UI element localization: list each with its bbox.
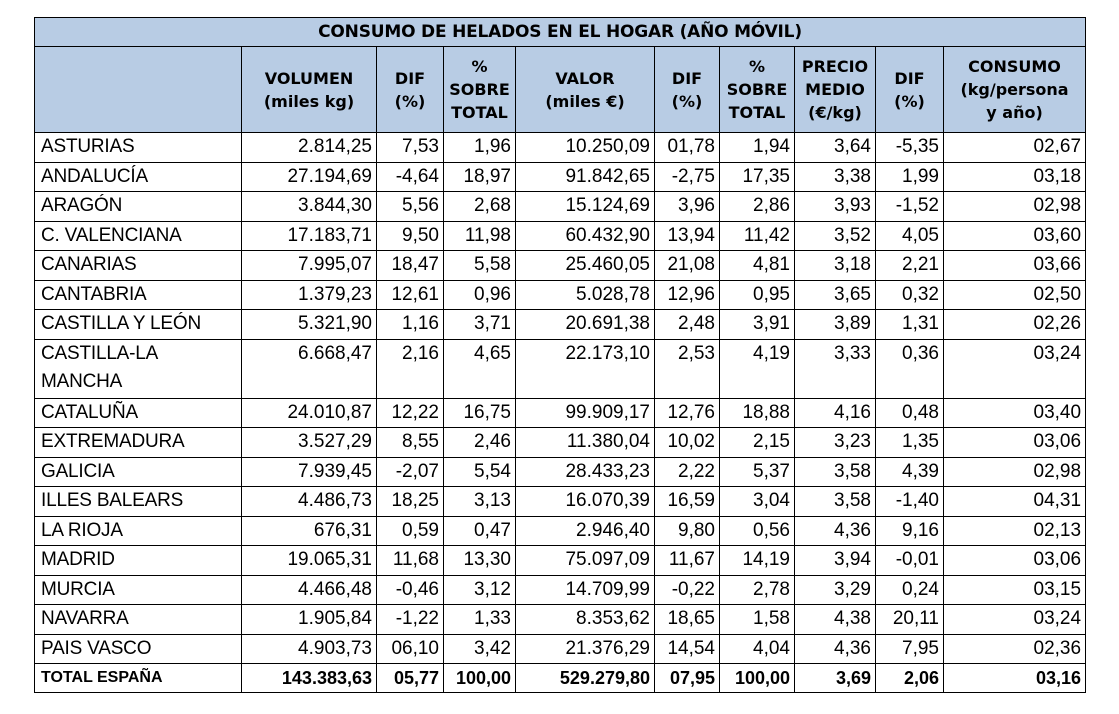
dif-precio-header: DIF (%) — [876, 47, 944, 133]
valor-cell: 75.097,09 — [516, 546, 655, 576]
table-row — [35, 221, 1086, 251]
precio-medio-cell: 3,52 — [795, 221, 876, 251]
consumo-cell: 03,40 — [944, 398, 1086, 428]
pct-valor-cell: 4,04 — [720, 634, 795, 664]
dif-volumen-cell: -1,22 — [377, 605, 444, 635]
consumo-cell: 02,67 — [944, 133, 1086, 163]
valor-cell: 99.909,17 — [516, 398, 655, 428]
region-cell: CANTABRIA — [35, 280, 242, 310]
table-row — [35, 280, 1086, 310]
dif-volumen-cell: 11,68 — [377, 546, 444, 576]
table-row — [35, 487, 1086, 517]
volumen-cell: 3.527,29 — [242, 428, 377, 458]
dif-valor-cell: -0,22 — [655, 575, 720, 605]
dif-precio-cell: 7,95 — [876, 634, 944, 664]
precio-medio-cell: 4,36 — [795, 516, 876, 546]
volumen-cell: 6.668,47 — [242, 339, 377, 398]
dif-valor-cell: 10,02 — [655, 428, 720, 458]
volumen-cell: 5.321,90 — [242, 310, 377, 340]
volumen-cell: 2.814,25 — [242, 133, 377, 163]
pct-volumen-cell: 16,75 — [444, 398, 516, 428]
table-row — [35, 339, 1086, 398]
precio-medio-cell: 3,29 — [795, 575, 876, 605]
total-consumo-cell: 03,16 — [944, 664, 1086, 693]
precio-medio-cell: 4,16 — [795, 398, 876, 428]
dif-precio-cell: 2,21 — [876, 251, 944, 281]
dif-volumen-cell: 18,25 — [377, 487, 444, 517]
consumo-cell: 03,18 — [944, 162, 1086, 192]
dif-valor-cell: 12,96 — [655, 280, 720, 310]
region-cell: CANARIAS — [35, 251, 242, 281]
dif-volumen-cell: -2,07 — [377, 457, 444, 487]
table-row — [35, 634, 1086, 664]
dif-volumen-cell: 18,47 — [377, 251, 444, 281]
total-valor-cell: 529.279,80 — [516, 664, 655, 693]
pct-volumen-cell: 3,71 — [444, 310, 516, 340]
consumo-cell: 03,24 — [944, 605, 1086, 635]
pct-volumen-cell: 5,54 — [444, 457, 516, 487]
dif-volumen-cell: 12,61 — [377, 280, 444, 310]
dif-volumen-cell: 5,56 — [377, 192, 444, 222]
volumen-cell: 7.995,07 — [242, 251, 377, 281]
precio-medio-cell: 4,38 — [795, 605, 876, 635]
region-cell: ARAGÓN — [35, 192, 242, 222]
region-cell: NAVARRA — [35, 605, 242, 635]
pct-valor-cell: 11,42 — [720, 221, 795, 251]
pct-volumen-cell: 0,96 — [444, 280, 516, 310]
volumen-cell: 1.379,23 — [242, 280, 377, 310]
consumo-cell: 02,98 — [944, 192, 1086, 222]
dif-precio-cell: 0,24 — [876, 575, 944, 605]
dif-volumen-cell: 8,55 — [377, 428, 444, 458]
consumo-cell: 02,26 — [944, 310, 1086, 340]
dif-precio-cell: -0,01 — [876, 546, 944, 576]
precio-medio-cell: 3,18 — [795, 251, 876, 281]
pct-volumen-cell: 5,58 — [444, 251, 516, 281]
pct-volumen-cell: 3,42 — [444, 634, 516, 664]
pct-volumen-cell: 1,33 — [444, 605, 516, 635]
dif-valor-cell: 21,08 — [655, 251, 720, 281]
pct-volumen-cell: 18,97 — [444, 162, 516, 192]
region-cell: MURCIA — [35, 575, 242, 605]
valor-cell: 8.353,62 — [516, 605, 655, 635]
pct-valor-cell: 3,91 — [720, 310, 795, 340]
region-cell: CATALUÑA — [35, 398, 242, 428]
consumo-cell: 03,06 — [944, 546, 1086, 576]
region-cell: LA RIOJA — [35, 516, 242, 546]
pct-valor-cell: 1,58 — [720, 605, 795, 635]
precio-medio-cell: 3,33 — [795, 339, 876, 398]
pct-valor-cell: 4,81 — [720, 251, 795, 281]
dif-precio-cell: 4,05 — [876, 221, 944, 251]
pct-valor-cell: 3,04 — [720, 487, 795, 517]
volumen-cell: 4.903,73 — [242, 634, 377, 664]
valor-cell: 20.691,38 — [516, 310, 655, 340]
valor-cell: 14.709,99 — [516, 575, 655, 605]
valor-cell: 16.070,39 — [516, 487, 655, 517]
dif-volumen-cell: 0,59 — [377, 516, 444, 546]
table-row — [35, 192, 1086, 222]
valor-cell: 5.028,78 — [516, 280, 655, 310]
region-cell: CASTILLA Y LEÓN — [35, 310, 242, 340]
total-region-cell: TOTAL ESPAÑA — [35, 664, 242, 693]
pct-valor-cell: 18,88 — [720, 398, 795, 428]
pct-valor-cell: 14,19 — [720, 546, 795, 576]
volumen-cell: 17.183,71 — [242, 221, 377, 251]
precio-medio-header: PRECIO MEDIO (€/kg) — [795, 47, 876, 133]
dif-valor-cell: 2,48 — [655, 310, 720, 340]
pct-volumen-cell: 4,65 — [444, 339, 516, 398]
table-body — [35, 133, 1086, 693]
dif-volumen-cell: 1,16 — [377, 310, 444, 340]
table-row — [35, 516, 1086, 546]
total-volumen-cell: 143.383,63 — [242, 664, 377, 693]
pct-valor-cell: 4,19 — [720, 339, 795, 398]
dif-valor-cell: 2,53 — [655, 339, 720, 398]
pct-volumen-cell: 1,96 — [444, 133, 516, 163]
total-dif-precio-cell: 2,06 — [876, 664, 944, 693]
region-cell: MADRID — [35, 546, 242, 576]
consumo-cell: 02,98 — [944, 457, 1086, 487]
region-cell: EXTREMADURA — [35, 428, 242, 458]
consumo-cell: 03,15 — [944, 575, 1086, 605]
dif-precio-cell: -5,35 — [876, 133, 944, 163]
valor-cell: 10.250,09 — [516, 133, 655, 163]
region-cell: ANDALUCÍA — [35, 162, 242, 192]
helados-consumption-table — [34, 17, 1086, 693]
volumen-cell: 676,31 — [242, 516, 377, 546]
dif-precio-cell: 1,99 — [876, 162, 944, 192]
volumen-cell: 4.466,48 — [242, 575, 377, 605]
dif-volumen-cell: 12,22 — [377, 398, 444, 428]
pct-valor-cell: 2,86 — [720, 192, 795, 222]
dif-valor-cell: -2,75 — [655, 162, 720, 192]
pct-valor-cell: 2,15 — [720, 428, 795, 458]
precio-medio-cell: 3,23 — [795, 428, 876, 458]
precio-medio-cell: 3,94 — [795, 546, 876, 576]
pct-valor-cell: 0,56 — [720, 516, 795, 546]
valor-header: VALOR (miles €) — [516, 47, 655, 133]
dif-precio-cell: -1,40 — [876, 487, 944, 517]
table-row — [35, 457, 1086, 487]
volumen-cell: 19.065,31 — [242, 546, 377, 576]
pct-volumen-cell: 0,47 — [444, 516, 516, 546]
precio-medio-cell: 3,64 — [795, 133, 876, 163]
table-row — [35, 575, 1086, 605]
dif-valor-header: DIF (%) — [655, 47, 720, 133]
consumo-cell: 03,24 — [944, 339, 1086, 398]
total-pct-volumen-cell: 100,00 — [444, 664, 516, 693]
pct-valor-cell: 5,37 — [720, 457, 795, 487]
dif-precio-cell: 1,35 — [876, 428, 944, 458]
dif-valor-cell: 2,22 — [655, 457, 720, 487]
table-row — [35, 546, 1086, 576]
consumo-cell: 03,06 — [944, 428, 1086, 458]
volumen-cell: 27.194,69 — [242, 162, 377, 192]
region-cell: ILLES BALEARS — [35, 487, 242, 517]
valor-cell: 91.842,65 — [516, 162, 655, 192]
dif-volumen-cell: 7,53 — [377, 133, 444, 163]
dif-valor-cell: 18,65 — [655, 605, 720, 635]
pct-volumen-cell: 3,13 — [444, 487, 516, 517]
volumen-cell: 1.905,84 — [242, 605, 377, 635]
precio-medio-cell: 3,58 — [795, 457, 876, 487]
dif-precio-cell: 4,39 — [876, 457, 944, 487]
consumo-header: CONSUMO (kg/persona y año) — [944, 47, 1086, 133]
precio-medio-cell: 3,58 — [795, 487, 876, 517]
pct-volumen-cell: 2,46 — [444, 428, 516, 458]
table-row — [35, 428, 1086, 458]
table-row — [35, 251, 1086, 281]
total-dif-valor-cell: 07,95 — [655, 664, 720, 693]
volumen-cell: 3.844,30 — [242, 192, 377, 222]
dif-volumen-cell: -0,46 — [377, 575, 444, 605]
table-row — [35, 310, 1086, 340]
dif-valor-cell: 16,59 — [655, 487, 720, 517]
dif-valor-cell: 13,94 — [655, 221, 720, 251]
region-cell: CASTILLA-LA MANCHA — [35, 339, 242, 398]
valor-cell: 28.433,23 — [516, 457, 655, 487]
pct-valor-cell: 0,95 — [720, 280, 795, 310]
pct-valor-cell: 17,35 — [720, 162, 795, 192]
table-header-row — [35, 47, 1086, 133]
pct-valor-header: % SOBRE TOTAL — [720, 47, 795, 133]
valor-cell: 21.376,29 — [516, 634, 655, 664]
pct-volumen-cell: 2,68 — [444, 192, 516, 222]
dif-volumen-header: DIF (%) — [377, 47, 444, 133]
valor-cell: 25.460,05 — [516, 251, 655, 281]
total-dif-volumen-cell: 05,77 — [377, 664, 444, 693]
volumen-cell: 4.486,73 — [242, 487, 377, 517]
dif-volumen-cell: 2,16 — [377, 339, 444, 398]
dif-volumen-cell: 06,10 — [377, 634, 444, 664]
consumo-cell: 02,13 — [944, 516, 1086, 546]
volumen-cell: 7.939,45 — [242, 457, 377, 487]
pct-valor-cell: 1,94 — [720, 133, 795, 163]
valor-cell: 22.173,10 — [516, 339, 655, 398]
valor-cell: 11.380,04 — [516, 428, 655, 458]
dif-precio-cell: 0,36 — [876, 339, 944, 398]
pct-volumen-cell: 3,12 — [444, 575, 516, 605]
dif-valor-cell: 11,67 — [655, 546, 720, 576]
pct-volumen-cell: 13,30 — [444, 546, 516, 576]
pct-valor-cell: 2,78 — [720, 575, 795, 605]
table-row — [35, 133, 1086, 163]
dif-precio-cell: 9,16 — [876, 516, 944, 546]
total-row — [35, 664, 1086, 693]
consumo-cell: 02,36 — [944, 634, 1086, 664]
consumo-cell: 04,31 — [944, 487, 1086, 517]
dif-precio-cell: 1,31 — [876, 310, 944, 340]
valor-cell: 60.432,90 — [516, 221, 655, 251]
dif-precio-cell: 0,48 — [876, 398, 944, 428]
consumo-cell: 02,50 — [944, 280, 1086, 310]
pct-volumen-header: % SOBRE TOTAL — [444, 47, 516, 133]
dif-precio-cell: -1,52 — [876, 192, 944, 222]
pct-volumen-cell: 11,98 — [444, 221, 516, 251]
dif-volumen-cell: 9,50 — [377, 221, 444, 251]
precio-medio-cell: 3,89 — [795, 310, 876, 340]
dif-precio-cell: 0,32 — [876, 280, 944, 310]
volumen-header: VOLUMEN (miles kg) — [242, 47, 377, 133]
dif-valor-cell: 3,96 — [655, 192, 720, 222]
consumo-cell: 03,60 — [944, 221, 1086, 251]
precio-medio-cell: 3,38 — [795, 162, 876, 192]
volumen-cell: 24.010,87 — [242, 398, 377, 428]
valor-cell: 15.124,69 — [516, 192, 655, 222]
region-cell: PAIS VASCO — [35, 634, 242, 664]
dif-valor-cell: 01,78 — [655, 133, 720, 163]
region-header — [35, 47, 242, 133]
precio-medio-cell: 3,93 — [795, 192, 876, 222]
table-row — [35, 398, 1086, 428]
dif-volumen-cell: -4,64 — [377, 162, 444, 192]
total-precio-medio-cell: 3,69 — [795, 664, 876, 693]
dif-valor-cell: 14,54 — [655, 634, 720, 664]
region-cell: C. VALENCIANA — [35, 221, 242, 251]
table-title: CONSUMO DE HELADOS EN EL HOGAR (AÑO MÓVIL) — [35, 18, 1086, 47]
region-cell: ASTURIAS — [35, 133, 242, 163]
table-row — [35, 605, 1086, 635]
region-cell: GALICIA — [35, 457, 242, 487]
consumo-cell: 03,66 — [944, 251, 1086, 281]
dif-valor-cell: 12,76 — [655, 398, 720, 428]
valor-cell: 2.946,40 — [516, 516, 655, 546]
precio-medio-cell: 3,65 — [795, 280, 876, 310]
precio-medio-cell: 4,36 — [795, 634, 876, 664]
total-pct-valor-cell: 100,00 — [720, 664, 795, 693]
table-title-row — [35, 18, 1086, 47]
table-row — [35, 162, 1086, 192]
dif-valor-cell: 9,80 — [655, 516, 720, 546]
dif-precio-cell: 20,11 — [876, 605, 944, 635]
